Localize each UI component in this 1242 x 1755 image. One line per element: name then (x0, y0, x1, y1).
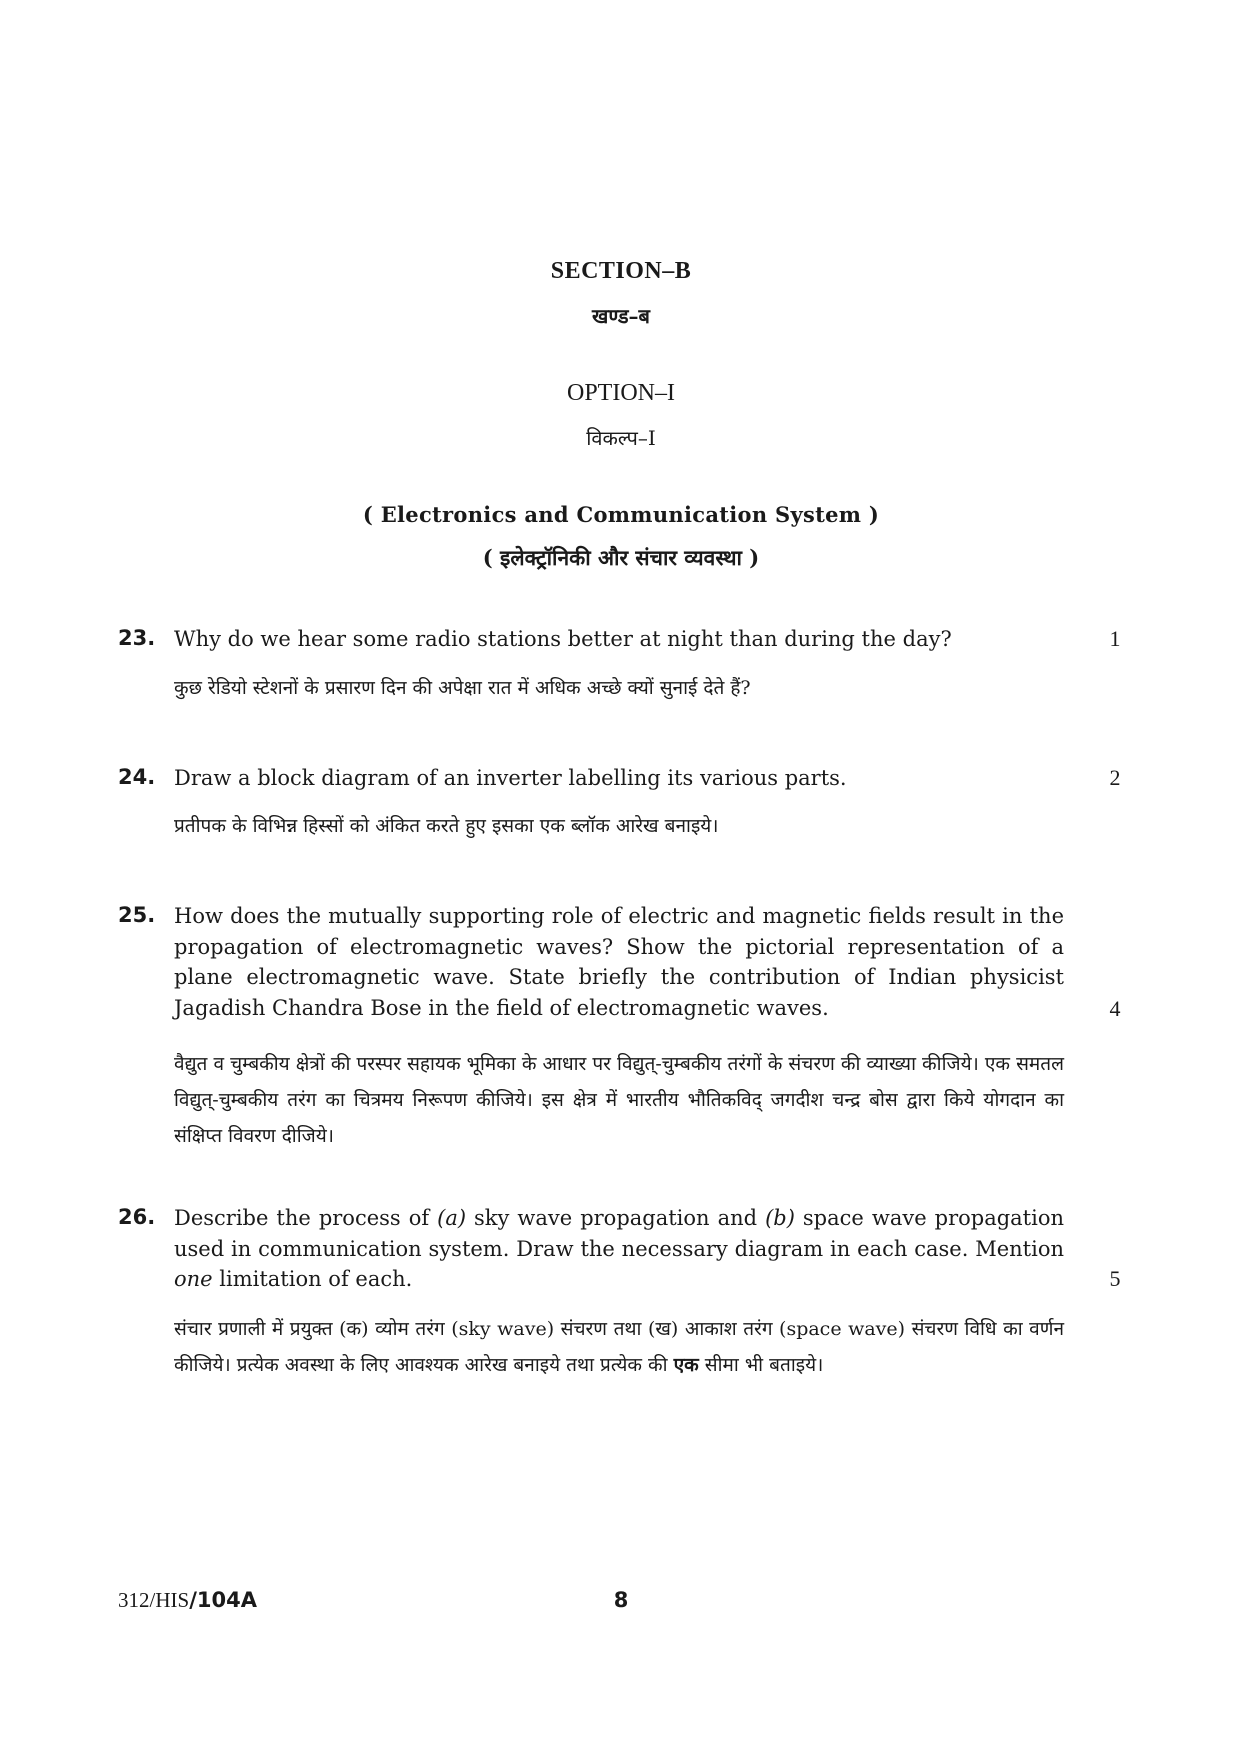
section-title: SECTION–B (550, 258, 692, 284)
question-text-hindi (174, 1311, 1064, 1383)
question-text: Draw a block diagram of an inverter labelling its various parts. (174, 766, 847, 790)
question-marks: 1 (1109, 626, 1121, 651)
question-text-part: (a) (437, 1206, 467, 1230)
question-marks: 4 (1109, 996, 1121, 1021)
paper-code-suffix: /104A (189, 1588, 257, 1612)
question-number: 26. (118, 1205, 156, 1229)
hindi-text-part: संचार प्रणाली में प्रयुक्त (क) व्योम तरंग (sky wave) संचरण तथा (ख) आकाश तरंग (space wave) संचरण विधि का वर्णन कीजिये। प्रत्येक अवस्था के लिए आवश्यक आरेख बनाइये तथा प्रत्येक की (174, 1318, 1064, 1376)
question-text-hindi: प्रतीपक के विभिन्न हिस्सों को अंकित करते हुए इसका एक ब्लॉक आरेख बनाइये। (174, 815, 719, 837)
question-text-part: limitation of each. (212, 1267, 413, 1291)
paper-code-prefix: 312/HIS (118, 1588, 190, 1612)
question-text-hindi: वैद्युत व चुम्बकीय क्षेत्रों की परस्पर सहायक भूमिका के आधार पर विद्युत्-चुम्बकीय तरंगों के संचरण की व्याख्या कीजिये। एक समतल विद्युत्-चुम्बकीय तरंग का चित्रमय निरूपण कीजिये। इस क्षेत्र में भारतीय भौतिकविद् जगदीश चन्द्र बोस द्वारा किये योगदान का संक्षिप्त विवरण दीजिये। (174, 1053, 1064, 1147)
question-text: How does the mutually supporting role of electric and magnetic fields result in the propagation of electromagnetic waves? Show the pictorial representation of a plane electromagnetic wave. State briefly the contribution of Indian physicist Jagadish Chandra Bose in the field of electromagnetic waves. (174, 904, 1064, 1020)
question-marks: 2 (1109, 765, 1121, 790)
question-text: Why do we hear some radio stations better at night than during the day? (174, 627, 952, 651)
question-text-part: Describe the process of (174, 1206, 438, 1230)
question-text-part: (b) (765, 1206, 795, 1230)
question-text-hindi: कुछ रेडियो स्टेशनों के प्रसारण दिन की अपेक्षा रात में अधिक अच्छे क्यों सुनाई देते हैं? (174, 677, 751, 699)
subject-title: ( Electronics and Communication System ) (362, 502, 880, 527)
hindi-text-emphasis: एक (673, 1354, 699, 1376)
question-number: 23. (118, 626, 156, 650)
option-title-hindi: विकल्प–I (586, 426, 656, 450)
question-text-part: sky wave propagation and (466, 1206, 766, 1230)
question-text-part: one (174, 1267, 213, 1291)
question-number: 25. (118, 903, 156, 927)
hindi-text-part: सीमा भी बताइये। (698, 1354, 824, 1376)
page-number: 8 (613, 1588, 629, 1612)
question-text (174, 1203, 1064, 1295)
question-number: 24. (118, 765, 156, 789)
option-title: OPTION–I (567, 380, 675, 406)
section-title-hindi: खण्ड–ब (592, 304, 650, 328)
question-marks: 5 (1109, 1266, 1121, 1291)
question-text-part: space wave propagation used in communication system. Draw the necessary diagram in each case. Mention (174, 1206, 1065, 1261)
subject-title-hindi: ( इलेक्ट्रॉनिकी और संचार व्यवस्था ) (482, 545, 760, 570)
